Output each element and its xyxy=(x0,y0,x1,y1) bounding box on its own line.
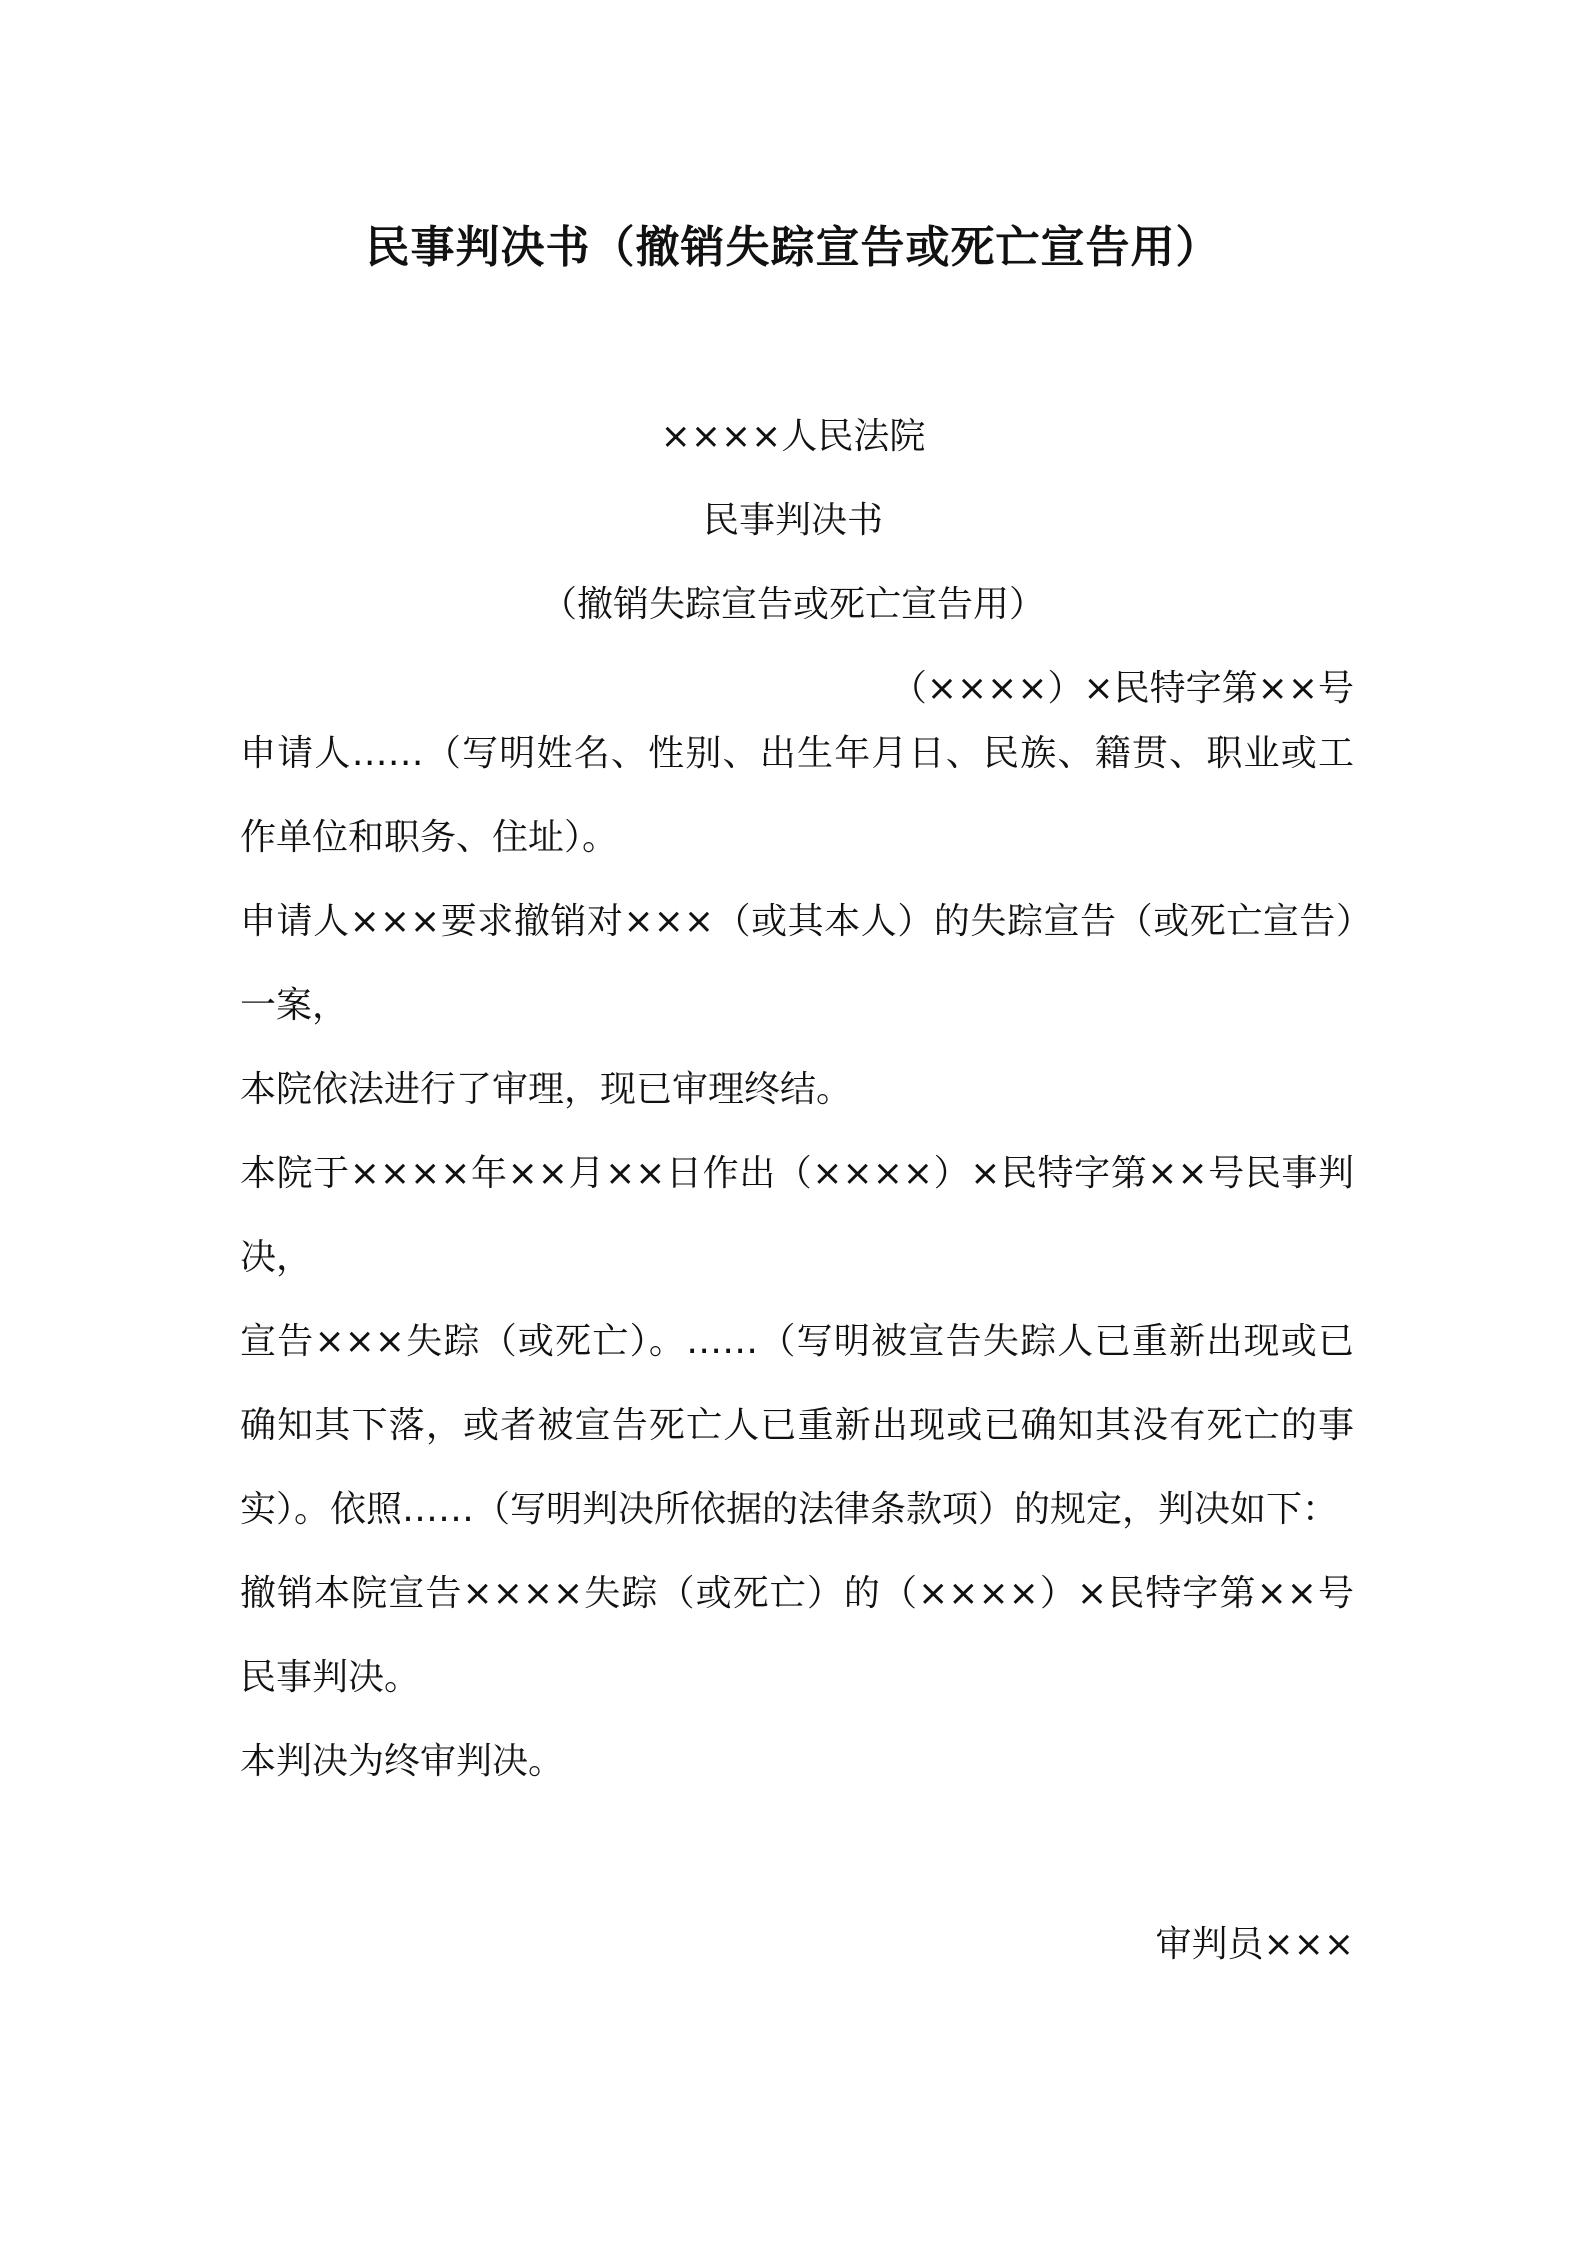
paragraph-request: 申请人×××要求撤销对×××（或其本人）的失踪宣告（或死亡宣告）一案， xyxy=(240,901,1354,1026)
paragraph-facts: 宣告×××失踪（或死亡）。……（写明被宣告失踪人已重新出现或已确知其下落，或者被宣告死亡人已重新出现或已确知其没有死亡的事实）。依照……（写明判决所依据的法律条款项）的规定，判决如下： xyxy=(240,1321,1354,1530)
paragraph-ruling: 撤销本院宣告××××失踪（或死亡）的（××××）×民特字第××号民事判决。 xyxy=(240,1573,1354,1698)
document-type: 民事判决书 xyxy=(702,500,883,541)
document-usage: （撤销失踪宣告或死亡宣告用） xyxy=(540,584,1045,625)
document-body xyxy=(240,712,1354,1804)
document-title: 民事判决书（撤销失踪宣告或死亡宣告用） xyxy=(365,222,1221,273)
paragraph-trial: 本院依法进行了审理，现已审理终结。 xyxy=(240,1069,853,1110)
case-number: （××××）×民特字第××号 xyxy=(890,668,1354,709)
judge-signature: 审判员××× xyxy=(1155,1924,1354,1965)
paragraph-prior-judgment: 本院于××××年××月××日作出（××××）×民特字第××号民事判决， xyxy=(240,1153,1354,1278)
paragraph-final: 本判决为终审判决。 xyxy=(240,1741,565,1782)
paragraph-applicant: 申请人……（写明姓名、性别、出生年月日、民族、籍贯、职业或工作单位和职务、住址）。 xyxy=(240,733,1354,858)
court-name: ××××人民法院 xyxy=(660,416,926,457)
